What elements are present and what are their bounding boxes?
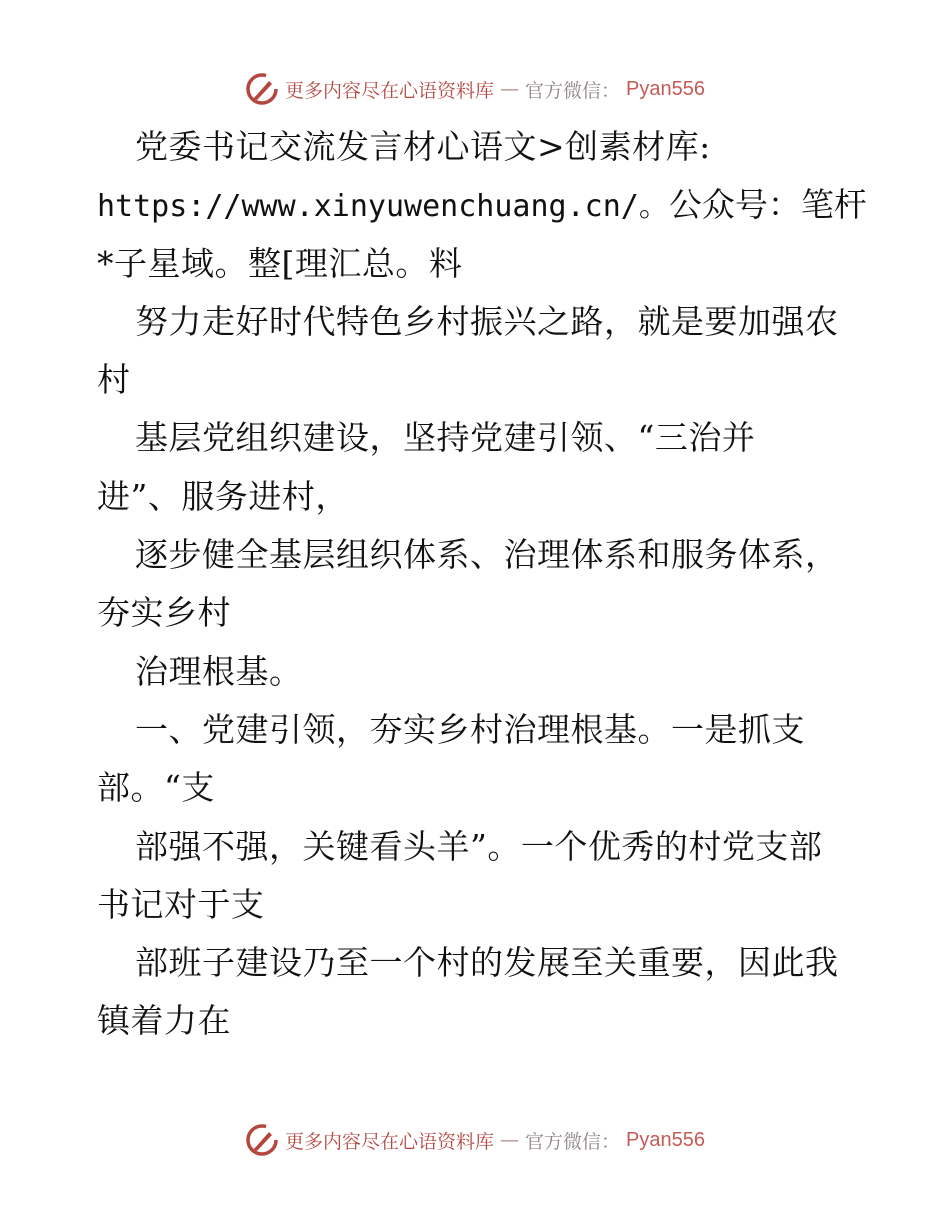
watermark-separator: — bbox=[500, 1129, 520, 1151]
text-line-url bbox=[97, 176, 867, 234]
text-line: 村 bbox=[97, 360, 131, 400]
watermark-wechat-label: 官方微信： bbox=[525, 79, 621, 102]
text-line: *子星域。整[理汇总。料 bbox=[97, 243, 463, 283]
text-line: 进”、服务进村， bbox=[97, 476, 349, 516]
text-line: 夯实乡村 bbox=[97, 593, 231, 633]
watermark-wechat-id: Pyan556 bbox=[626, 1128, 705, 1151]
footer-watermark bbox=[0, 1122, 950, 1158]
text-line: 努力走好时代特色乡村振兴之路，就是要加强农 bbox=[135, 301, 839, 341]
text-line: 镇着力在 bbox=[97, 1001, 231, 1041]
text-line: 治理根基。 bbox=[135, 651, 303, 691]
watermark-separator: — bbox=[500, 78, 520, 100]
watermark-wechat-label: 官方微信： bbox=[525, 1130, 621, 1153]
text-line: 书记对于支 bbox=[97, 884, 265, 924]
text-line: 部强不强，关键看头羊”。一个优秀的村党支部 bbox=[135, 826, 823, 866]
url-link: https://www.xinyuwenchuang.cn/。 bbox=[97, 189, 669, 225]
watermark-site-text: 更多内容尽在心语资料库 bbox=[285, 1130, 495, 1153]
text-line: 党委书记交流发言材心语文>创素材库: bbox=[135, 127, 711, 166]
url-trailing-text: 公众号：笔杆 bbox=[668, 185, 867, 225]
header-watermark bbox=[0, 71, 950, 107]
text-line: 部。“支 bbox=[97, 768, 215, 808]
text-line: 逐步健全基层组织体系、治理体系和服务体系， bbox=[135, 535, 839, 575]
document-body bbox=[97, 118, 867, 1051]
section-heading-line: 一、党建引领，夯实乡村治理根基。一是抓支 bbox=[135, 709, 805, 749]
watermark-site-text: 更多内容尽在心语资料库 bbox=[285, 79, 495, 102]
quill-logo-icon bbox=[245, 72, 279, 106]
watermark-wechat-id: Pyan556 bbox=[626, 77, 705, 100]
quill-logo-icon bbox=[245, 1123, 279, 1157]
text-line: 基层党组织建设，坚持党建引领、“三治并 bbox=[135, 418, 756, 458]
text-line: 部班子建设乃至一个村的发展至关重要，因此我 bbox=[135, 943, 839, 983]
